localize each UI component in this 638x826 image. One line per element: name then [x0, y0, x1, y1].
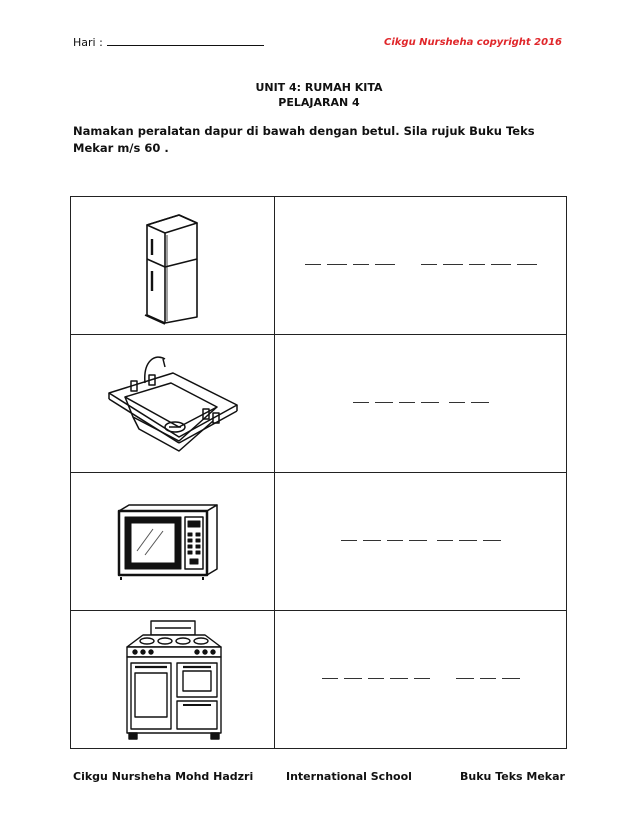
letter-blank [341, 540, 357, 541]
microwave-oven-illustration [115, 503, 221, 581]
footer-school: International School [286, 770, 412, 783]
table-row [71, 611, 567, 749]
letter-blank [375, 402, 393, 403]
answer-cell[interactable] [275, 197, 567, 335]
kitchen-sink-illustration [105, 347, 241, 459]
letter-blank [414, 678, 430, 679]
footer-book: Buku Teks Mekar [460, 770, 565, 783]
letter-blank [399, 402, 415, 403]
image-cell [71, 611, 275, 749]
image-cell [71, 335, 275, 473]
worksheet-title [0, 80, 638, 110]
letter-blank [480, 678, 496, 679]
letter-blank [456, 678, 474, 679]
letter-blank [390, 678, 408, 679]
answer-blanks[interactable] [275, 678, 566, 679]
gas-stove-oven-illustration [121, 619, 225, 741]
letter-blank [517, 264, 537, 265]
answer-blanks[interactable] [275, 264, 566, 265]
hari-blank-line[interactable] [107, 36, 264, 46]
hari-field [73, 36, 264, 49]
answer-blanks[interactable] [275, 402, 566, 403]
answer-cell[interactable] [275, 335, 567, 473]
image-cell [71, 197, 275, 335]
image-cell [71, 473, 275, 611]
letter-blank [443, 264, 463, 265]
copyright-notice: Cikgu Nursheha copyright 2016 [384, 37, 563, 48]
letter-blank [491, 264, 511, 265]
letter-blank [353, 264, 369, 265]
letter-blank [469, 264, 485, 265]
answer-cell[interactable] [275, 611, 567, 749]
letter-blank [471, 402, 489, 403]
answer-table [70, 196, 567, 749]
answer-cell[interactable] [275, 473, 567, 611]
letter-blank [305, 264, 321, 265]
letter-blank [409, 540, 427, 541]
letter-blank [459, 540, 477, 541]
lesson-title: PELAJARAN 4 [278, 96, 360, 109]
letter-blank [363, 540, 381, 541]
letter-blank [483, 540, 501, 541]
table-row [71, 335, 567, 473]
letter-blank [421, 402, 439, 403]
letter-blank [437, 540, 453, 541]
unit-title: UNIT 4: RUMAH KITA [255, 81, 383, 94]
table-row [71, 197, 567, 335]
letter-blank [502, 678, 520, 679]
refrigerator-illustration [143, 211, 203, 325]
letter-blank [353, 402, 369, 403]
letter-blank [387, 540, 403, 541]
letter-blank [375, 264, 395, 265]
letter-blank [327, 264, 347, 265]
letter-blank [322, 678, 338, 679]
answer-blanks[interactable] [275, 540, 566, 541]
table-row [71, 473, 567, 611]
letter-blank [449, 402, 465, 403]
letter-blank [368, 678, 384, 679]
hari-label: Hari : [73, 36, 103, 49]
footer-author: Cikgu Nursheha Mohd Hadzri [73, 770, 254, 783]
letter-blank [344, 678, 362, 679]
instruction-text: Namakan peralatan dapur di bawah dengan betul. Sila rujuk Buku Teks Mekar m/s 60 . [73, 124, 535, 155]
letter-blank [421, 264, 437, 265]
